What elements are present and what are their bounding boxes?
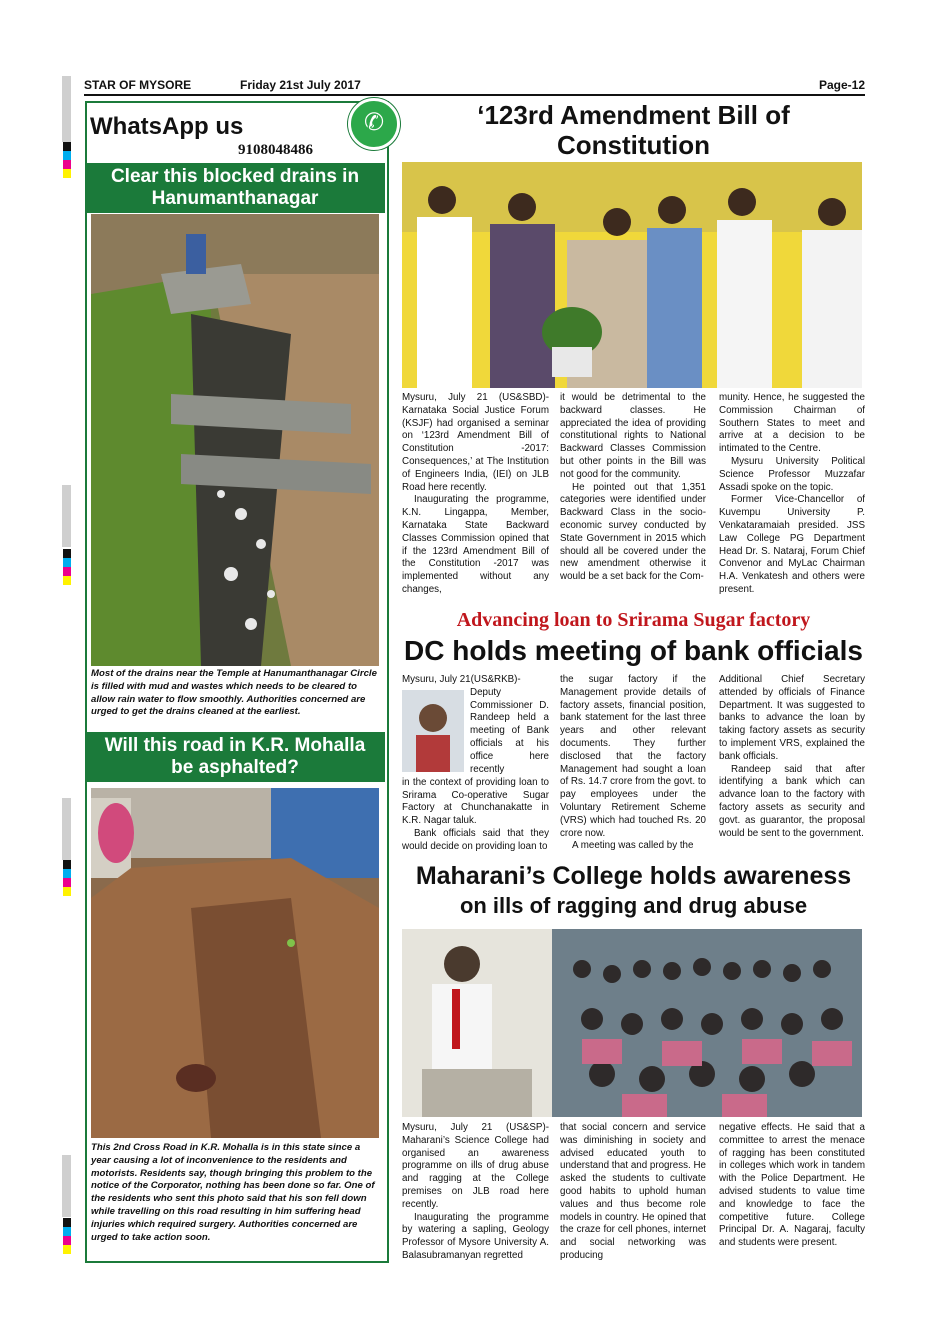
print-margin-bar bbox=[62, 76, 71, 142]
paragraph: Mysuru University Political Science Professor Muzzafar Assadi spoke on the topic. bbox=[719, 455, 865, 493]
blocked-drain-photo bbox=[91, 214, 379, 666]
print-margin-bar bbox=[62, 1155, 71, 1217]
drain-photo-caption: Most of the drains near the Temple at Hanumanthanagar Circle is filled with mud and wastes which needs to be cleared to allow rain water to flow smoothly. Authorities concerned are urged to get the drains cleaned at the earliest. bbox=[91, 668, 377, 718]
paragraph: Former Vice-Chancellor of Kuvempu University P. Venkataramaiah presided. JSS Law College PG Department Head Dr. S. Nataraj, Forum Chief Convenor and MyLac Chairman H.A. Venkatesh and others were present. bbox=[719, 494, 865, 595]
dc-randeep-portrait bbox=[402, 690, 464, 772]
paragraph: Mysuru, July 21 (US&SBD)- Karnataka Social Justice Forum (KSJF) had organised a seminar on ‘123rd Amendment Bill of Constitution -2017: Consequences,’ at The Institution of Engineers India, (IEI) on JLB Road here recently. bbox=[402, 392, 549, 493]
article1-column-3 bbox=[719, 392, 865, 597]
paragraph: Additional Chief Secretary attended by officials of Finance Department. It was suggested to banks to advance the loan by taking factory assets as security to implement VRS, explained the bank officials. bbox=[719, 674, 865, 762]
college-awareness-photo bbox=[402, 929, 862, 1117]
headline-line: Maharani’s College holds awareness bbox=[415, 862, 852, 890]
paragraph: He pointed out that 1,351 categories were identified under Backward Class in the socio-economic survey conducted by State Government in 2015 which should all be covered under the new amendment otherwise it would be a set back for the Com- bbox=[560, 481, 706, 583]
color-registration-mark bbox=[63, 860, 71, 896]
whatsapp-title: WhatsApp us bbox=[90, 113, 244, 140]
article3-column-3 bbox=[719, 1122, 865, 1250]
print-margin-bar bbox=[62, 798, 71, 860]
article2-column-2 bbox=[560, 674, 706, 853]
damaged-road-photo bbox=[91, 788, 379, 1138]
paragraph: Mysuru, July 21 (US&SP)- Maharani’s Science College had organised an awareness programme on ills of drug abuse and ragging at the College premises on JLB road here recently. bbox=[402, 1122, 549, 1210]
page-number: Page-12 bbox=[818, 78, 865, 92]
issue-date: Friday 21st July 2017 bbox=[240, 78, 361, 92]
color-registration-mark bbox=[63, 549, 71, 585]
color-registration-mark bbox=[63, 1218, 71, 1254]
headline-line: on ills of ragging and drug abuse bbox=[459, 893, 808, 918]
whatsapp-icon: ✆ bbox=[348, 98, 400, 150]
publication-name: STAR OF MYSORE bbox=[84, 78, 192, 92]
article3-column-2 bbox=[560, 1122, 706, 1263]
article2-kicker: Advancing loan to Srirama Sugar factory bbox=[456, 609, 811, 631]
paragraph: Randeep said that after identifying a bank which can advance loan to the factory with factory assets as security and govt. as guarantor, the proposal would be sent to the government. bbox=[719, 763, 865, 839]
whatsapp-number: 9108048486 bbox=[238, 142, 313, 158]
sidebar-heading-drains bbox=[85, 163, 385, 213]
article2-column-3 bbox=[719, 674, 865, 840]
seminar-photo bbox=[402, 162, 862, 388]
paragraph: the sugar factory if the Management provide details of factory assets, financial position, bank statement for the last three years and other relevant documents. They further disclosed that the factory Management had sought a loan of Rs. 14.7 crore from the govt. to pay employees under the Voluntary Retirement Scheme (VRS) which had touched Rs. 20 crore now. bbox=[560, 674, 706, 839]
paragraph: Bank officials said that they would decide on providing loan to bbox=[402, 827, 549, 852]
headline-line: ‘123rd Amendment Bill of Constitution bbox=[477, 100, 790, 160]
article3-headline bbox=[402, 860, 865, 920]
heading-line: Will this road in K.R. Mohalla bbox=[104, 735, 366, 756]
paragraph: Inaugurating the programme by watering a sapling, Geology Professor of Mysore University A. Balasubramanyan regretted bbox=[402, 1211, 549, 1261]
paragraph: negative effects. He said that a committee to arrest the menace of ragging has been constituted in colleges which work in tandem with the Police Department. He advised students to value time and knowledge to face the competitive future. College Principal Dr. A. Nagaraj, faculty and students were present. bbox=[719, 1122, 865, 1249]
paragraph: A meeting was called by the bbox=[572, 840, 694, 852]
paragraph: it would be detrimental to the backward classes. He appreciated the idea of providing constitutional rights to National Backward Classes Commission but other points in the Bill was not good for the community. bbox=[560, 392, 706, 480]
print-margin-bar bbox=[62, 485, 71, 547]
heading-line: Clear this blocked drains in bbox=[110, 166, 360, 187]
sidebar-heading-road bbox=[85, 732, 385, 782]
article3-column-1 bbox=[402, 1122, 549, 1263]
paragraph: Inaugurating the programme, K.N. Lingappa, Member, Karnataka State Backward Classes Commission opined that if the 123rd Amendment Bill of the Constitution -2017 was implemented without any changes, bbox=[402, 494, 549, 595]
paragraph: that social concern and service was diminishing in society and advised educated youth to understand that and progress. He asked the students to cultivate good habits to uphold human values and thus become role models in country. He opined that the craze for cell phones, internet and social networking was producing bbox=[560, 1122, 706, 1261]
article1-column-2 bbox=[560, 392, 706, 584]
heading-line: be asphalted? bbox=[171, 757, 299, 778]
article1-column-1 bbox=[402, 392, 549, 597]
paragraph: in the context of providing loan to Srirama Co-operative Sugar Factory at Chunchanakatte in K.R. Nagar taluk. bbox=[402, 776, 549, 827]
article2-column-1 bbox=[402, 674, 549, 854]
article2-headline: DC holds meeting of bank officials bbox=[404, 635, 863, 666]
dateline: Mysuru, July 21(US&RKB)- bbox=[402, 674, 521, 685]
color-registration-mark bbox=[63, 142, 71, 178]
heading-line: Hanumanthanagar bbox=[151, 188, 319, 209]
road-photo-caption: This 2nd Cross Road in K.R. Mohalla is in this state since a year causing a lot of inconvenience to the residents and motorists. Residents say, though bringing this problem to the notice of the Corporator, nothing has been done so far. One of the residents who sent this photo said that his son fell down while travelling on this road resulting in him suffering head injuries which required surgery. Authorities concerned are urged to take action soon. bbox=[91, 1142, 375, 1243]
paragraph: munity. Hence, he suggested the Commission Chairman of Southern States to meet and arrive at a decision to be intimated to the Centre. bbox=[719, 392, 865, 455]
page-header bbox=[84, 76, 865, 96]
paragraph: Deputy Commissioner D. Randeep held a meeting of Bank officials at his office here recently bbox=[470, 686, 549, 775]
